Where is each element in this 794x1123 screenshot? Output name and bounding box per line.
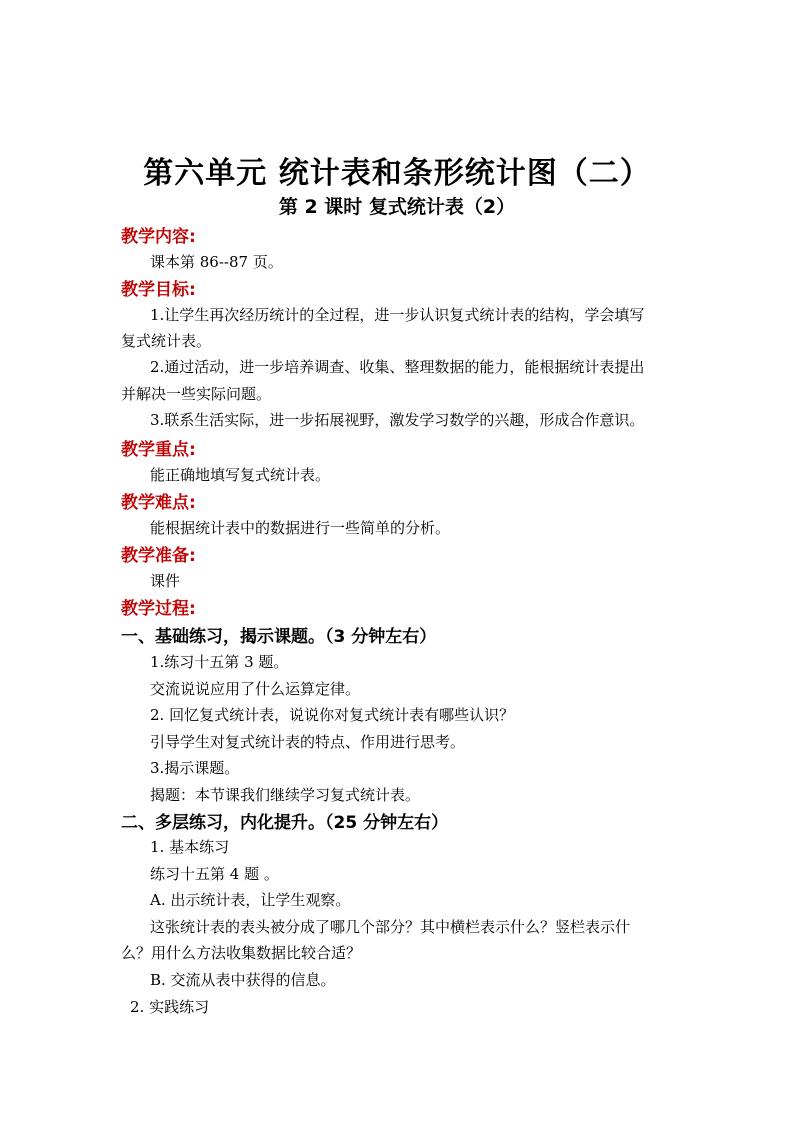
objective-2-line-2: 并解决一些实际问题。 (121, 385, 272, 403)
section-1-line-3: 2. 回忆复式统计表，说说你对复式统计表有哪些认识？ (150, 706, 515, 724)
content-heading: 教学内容: (121, 227, 196, 247)
key-points-text: 能正确地填写复式统计表。 (150, 466, 331, 484)
section-1-title: 一、基础练习，揭示课题。（3 分钟左右） (121, 627, 437, 647)
section-1-line-2: 交流说说应用了什么运算定律。 (150, 680, 361, 698)
preparation-heading: 教学准备: (121, 546, 196, 566)
key-points-heading: 教学重点: (121, 440, 196, 460)
preparation-text: 课件 (150, 572, 181, 590)
section-2-line-3: A. 出示统计表，让学生观察。 (150, 891, 351, 909)
section-1-line-4: 引导学生对复式统计表的特点、作用进行思考。 (150, 733, 466, 751)
section-2-line-6: B. 交流从表中获得的信息。 (150, 971, 336, 989)
lesson-subtitle: 第 2 课时 复式统计表（2） (278, 196, 516, 218)
difficulties-heading: 教学难点: (121, 493, 196, 513)
objective-1-line-2: 复式统计表。 (121, 332, 212, 350)
objective-2-line-1: 2.通过活动，进一步培养调查、收集、整理数据的能力，能根据统计表提出 (150, 358, 645, 376)
section-1-line-5: 3.揭示课题。 (150, 759, 240, 777)
section-2-line-4: 这张统计表的表头被分成了哪几个部分？其中横栏表示什么？竖栏表示什 (150, 918, 631, 936)
objectives-heading: 教学目标: (121, 280, 196, 300)
section-2-line-2: 练习十五第 4 题 。 (150, 865, 279, 883)
content-text: 课本第 86--87 页。 (150, 253, 283, 271)
difficulties-text: 能根据统计表中的数据进行一些简单的分析。 (150, 519, 451, 537)
section-1-line-6: 揭题：本节课我们继续学习复式统计表。 (150, 786, 421, 804)
section-2-line-7: 2. 实践练习 (130, 998, 210, 1016)
section-2-line-1: 1. 基本练习 (150, 838, 230, 856)
page-title: 第六单元 统计表和条形统计图（二） (143, 156, 651, 191)
process-heading: 教学过程: (121, 599, 196, 619)
objective-1-line-1: 1.让学生再次经历统计的全过程，进一步认识复式统计表的结构，学会填写 (150, 306, 645, 324)
section-1-line-1: 1.练习十五第 3 题。 (150, 653, 289, 671)
section-2-line-5: 么？用什么方法收集数据比较合适？ (121, 944, 362, 962)
objective-3: 3.联系生活实际，进一步拓展视野，激发学习数学的兴趣，形成合作意识。 (150, 411, 645, 429)
section-2-title: 二、多层练习，内化提升。（25 分钟左右） (121, 813, 449, 833)
